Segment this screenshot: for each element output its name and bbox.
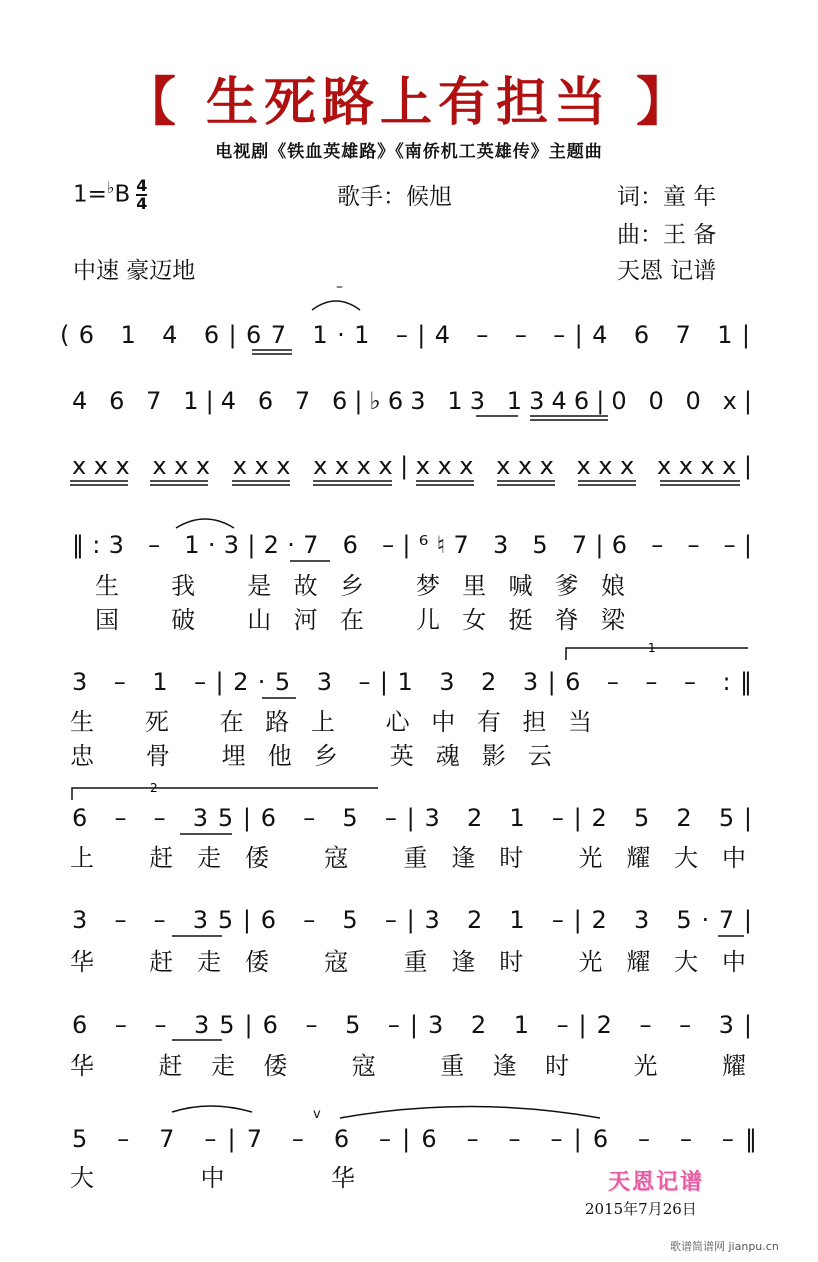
singer-credit: 歌手：候旭 — [337, 184, 452, 210]
transcription-date: 2015年7月26日 — [585, 1200, 697, 1218]
time-top: 4 — [136, 176, 148, 196]
lyric-line-6: 大 中 华 — [70, 1164, 355, 1192]
score-line-verse-2: 3 – 1 –|2·5 3 –|1 3 2 3|6 – – – :‖ — [72, 668, 753, 696]
lyric-line-1b: 国 破 山河在 儿女挺脊梁 — [95, 606, 625, 634]
lyric-line-2a: 生 死 在路上 心中有担当 — [70, 708, 592, 736]
key-prefix: 1= — [73, 181, 107, 208]
lyricist-credit: 词：童 年 — [617, 184, 717, 210]
key-note: B — [114, 181, 131, 208]
lyric-line-5: 华 赶走倭 寇 重逢时 光 耀 — [70, 1052, 746, 1080]
score-line-verse-4: 3 – – 35|6 – 5 –|3 2 1 –|2 3 5·7| — [72, 906, 752, 934]
dash-above: – — [336, 279, 343, 295]
score-line-verse-3: 6 – – 35|6 – 5 –|3 2 1 –|2 5 2 5| — [72, 804, 752, 832]
lyric-line-2b: 忠 骨 埋他乡 英魂影云 — [70, 742, 552, 770]
flat-sign: ♭ — [106, 178, 115, 197]
tempo-marking: 中速 豪迈地 — [73, 258, 196, 284]
score-line-verse-5: 6 – – 35|6 – 5 –|3 2 1 –|2 – – 3| — [72, 1011, 752, 1039]
score-line-intro-2: 4 6 7 1|4 6 7 6|♭63 13 1346|0 0 0 x| — [72, 387, 753, 415]
score-line-verse-6: 5 – 7 –|7 – 6 –|6 – – –|6 – – –‖ — [72, 1125, 757, 1153]
time-bottom: 4 — [136, 194, 148, 214]
lyric-line-1a: 生 我 是故乡 梦里喊爹娘 — [95, 572, 625, 600]
song-title: 【 生死路上有担当 】 — [123, 73, 695, 133]
site-watermark: 歌谱简谱网 jianpu.cn — [670, 1240, 779, 1253]
transcriber-stamp: 天恩记谱 — [608, 1170, 705, 1195]
score-line-intro-3: xxx xxx xxx xxxx|xxx xxx xxx xxxx| — [72, 452, 752, 480]
composer-credit: 曲：王 备 — [617, 222, 717, 248]
lyric-line-3: 上 赶走倭 寇 重逢时 光耀大中 — [70, 844, 746, 872]
lyric-line-4: 华 赶走倭 寇 重逢时 光耀大中 — [70, 948, 746, 976]
transcriber-credit: 天恩 记谱 — [617, 258, 717, 284]
breath-mark: v — [313, 1107, 321, 1122]
volta-1-label: 1 — [648, 641, 656, 655]
score-line-verse-1: ‖:3 – 1·3|2·7 6 –|⁶♮7 3 5 7|6 – – –| — [72, 531, 752, 559]
volta-2-label: 2 — [150, 781, 158, 795]
song-subtitle: 电视剧《铁血英雄路》《南侨机工英雄传》主题曲 — [215, 142, 603, 162]
score-line-intro-1: (6 1 4 6|67 1·1 –|4 – – –|4 6 7 1| — [60, 321, 751, 349]
